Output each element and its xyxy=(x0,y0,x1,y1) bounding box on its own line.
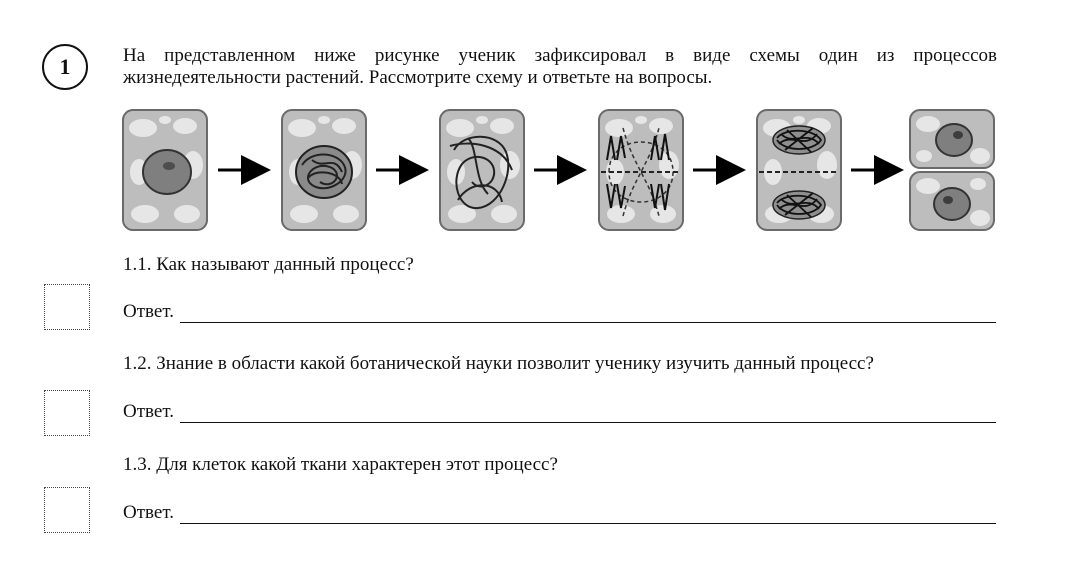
task-intro: На представленном ниже рисунке ученик зафиксировал в виде схемы один из процессов жизнедеятельности растений. Рассмотрите схему и ответьте на вопросы. xyxy=(123,45,997,88)
answer-line-1-2[interactable] xyxy=(180,406,996,423)
answer-box-1-3[interactable] xyxy=(44,487,90,533)
two-daughter-cells xyxy=(910,110,994,230)
answer-box-1-1[interactable] xyxy=(44,284,90,330)
task-number: 1 xyxy=(59,54,71,79)
answer-line-1-3[interactable] xyxy=(180,507,996,524)
telophase-cell xyxy=(757,110,841,230)
answer-box-1-2[interactable] xyxy=(44,390,90,436)
late-prophase-cell xyxy=(440,110,524,230)
answer-label-1-1: Ответ. xyxy=(123,301,174,322)
question-1-2: 1.2. Знание в области какой ботанической науки позволит ученику изучить данный процесс? xyxy=(123,353,874,374)
prophase-cell xyxy=(282,110,366,230)
question-1-1: 1.1. Как называют данный процесс? xyxy=(123,254,414,275)
daughter-cell-bottom xyxy=(910,172,994,230)
question-1-3: 1.3. Для клеток какой ткани характерен этот процесс? xyxy=(123,454,558,475)
answer-line-1-1[interactable] xyxy=(180,306,996,323)
daughter-cell-top xyxy=(910,110,994,168)
task-number-badge xyxy=(42,44,88,90)
mitosis-scheme xyxy=(118,105,998,235)
answer-row-1-3 xyxy=(123,502,996,524)
answer-label-1-2: Ответ. xyxy=(123,401,174,422)
interphase-cell xyxy=(123,110,207,230)
metaphase-cell xyxy=(599,110,683,230)
answer-label-1-3: Ответ. xyxy=(123,502,174,523)
answer-row-1-2 xyxy=(123,401,996,423)
answer-row-1-1 xyxy=(123,301,996,323)
